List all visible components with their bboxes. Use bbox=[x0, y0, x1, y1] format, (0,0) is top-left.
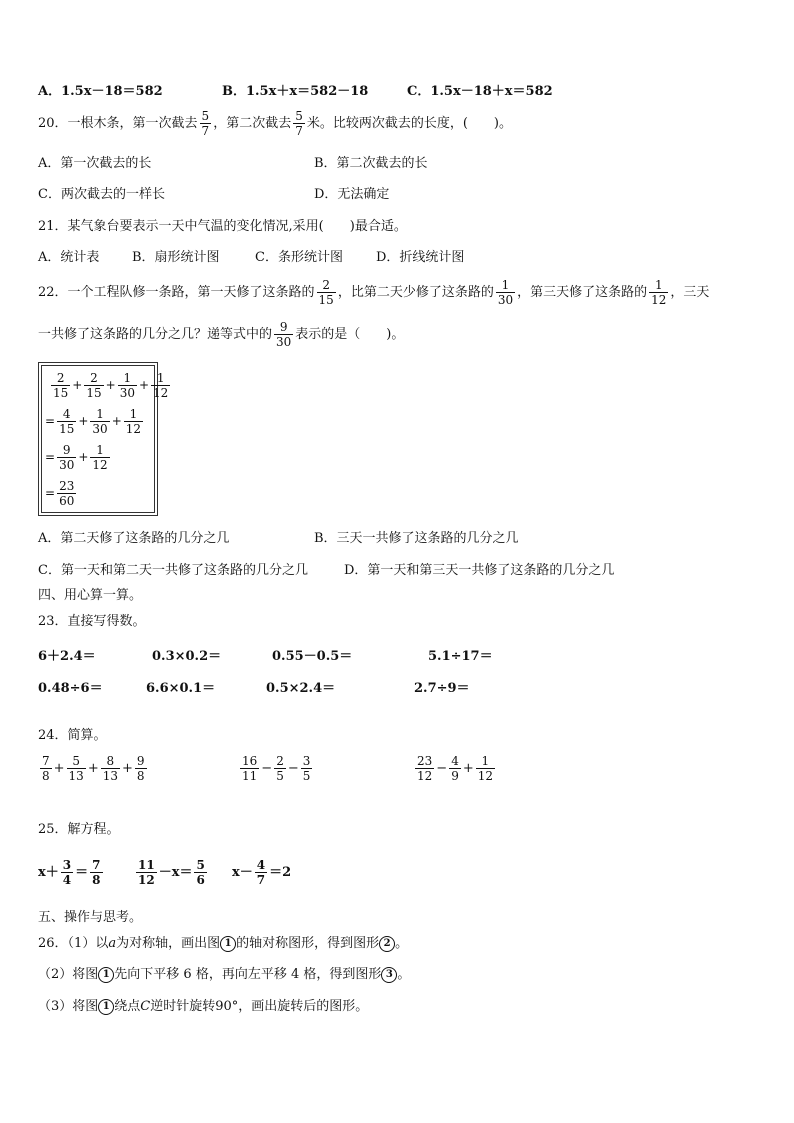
q23-item: 0.48÷6＝ bbox=[38, 681, 103, 696]
q21-option-c: C．条形统计图 bbox=[255, 250, 343, 265]
q26-part-2: （2）将图 1 先向下平移 6 格，再向左平移 4 格，得到图形 3 。 bbox=[38, 967, 411, 982]
fraction: $\frac{2}{15}$ bbox=[318, 278, 334, 307]
q21-option-b: B．扇形统计图 bbox=[132, 250, 220, 265]
q25-equation-3: x－ $\frac{4}{7}$ ＝2 bbox=[232, 858, 292, 887]
q23-item: 6＋2.4＝ bbox=[38, 649, 96, 664]
q22-l2b: 表示的是（ )。 bbox=[295, 327, 405, 342]
q23-title: 23．直接写得数。 bbox=[38, 614, 146, 629]
q23-item: 0.5×2.4＝ bbox=[266, 681, 336, 696]
q20-option-c: C．两次截去的一样长 bbox=[38, 187, 165, 202]
section-5-heading: 五、操作与思考。 bbox=[38, 910, 143, 925]
circled-number-icon: 1 bbox=[98, 999, 114, 1015]
box-row-4: = $\frac{23}{60}$ bbox=[45, 479, 75, 508]
box-row-3: = $\frac{9}{30}$ + $\frac{1}{12}$ bbox=[45, 443, 108, 472]
q20-option-a: A．第一次截去的长 bbox=[38, 156, 152, 171]
q19-option-b: B．1.5x＋x＝582－18 bbox=[222, 84, 369, 99]
q22-option-a: A．第二天修了这条路的几分之几 bbox=[38, 531, 230, 546]
q24-expression-3: $\frac{23}{12}$ − $\frac{4}{9}$ + $\frac{1}{12}$ bbox=[417, 754, 494, 783]
q23-item: 2.7÷9＝ bbox=[414, 681, 470, 696]
q22-p4: ，三天 bbox=[670, 285, 710, 300]
q22-p1: 22．一个工程队修一条路，第一天修了这条路的 bbox=[38, 285, 315, 300]
q24-expression-1: $\frac{7}{8}$ + $\frac{5}{13}$ + $\frac{8}{13}$ + $\frac{9}{8}$ bbox=[42, 754, 145, 783]
section-4-heading: 四、用心算一算。 bbox=[38, 588, 143, 603]
q22-stem-line1 bbox=[38, 278, 709, 307]
q22-p3: ，第三天修了这条路的 bbox=[517, 285, 648, 300]
fraction: $\frac{1}{12}$ bbox=[651, 278, 667, 307]
q25-equation-2: $\frac{11}{12}$ －x＝ $\frac{5}{6}$ bbox=[138, 858, 205, 887]
q20-suffix: 米。比较两次截去的长度，( )。 bbox=[306, 116, 512, 131]
q22-p2: ，比第二天少修了这条路的 bbox=[337, 285, 494, 300]
box-row-1: $\frac{2}{15}$ + $\frac{2}{15}$ + $\frac{1}{30}$ + $\frac{1}{12}$ bbox=[53, 371, 169, 400]
q21-option-d: D．折线统计图 bbox=[376, 250, 465, 265]
q20-option-d: D．无法确定 bbox=[314, 187, 390, 202]
fraction: $\frac{9}{30}$ bbox=[276, 320, 292, 349]
q22-option-c: C．第一天和第二天一共修了这条路的几分之几 bbox=[38, 563, 308, 578]
q24-expression-2: $\frac{16}{11}$ − $\frac{2}{5}$ − $\frac{3}{5}$ bbox=[242, 754, 311, 783]
q21-stem: 21．某气象台要表示一天中气温的变化情况,采用( )最合适。 bbox=[38, 219, 407, 234]
circled-number-icon: 1 bbox=[220, 936, 236, 952]
q22-option-b: B．三天一共修了这条路的几分之几 bbox=[314, 531, 519, 546]
circled-number-icon: 3 bbox=[381, 967, 397, 983]
q23-item: 0.3×0.2＝ bbox=[152, 649, 222, 664]
q23-item: 0.55－0.5＝ bbox=[272, 649, 353, 664]
q26-part-3: （3）将图 1 绕点C逆时针旋转90°，画出旋转后的图形。 bbox=[38, 999, 369, 1014]
q19-option-a: A．1.5x－18＝582 bbox=[38, 84, 163, 99]
q25-title: 25．解方程。 bbox=[38, 822, 120, 837]
q20-mid: ，第二次截去 bbox=[213, 116, 292, 131]
q25-equation-1: x＋ $\frac{3}{4}$ ＝ $\frac{7}{8}$ bbox=[38, 858, 101, 887]
q21-option-a: A．统计表 bbox=[38, 250, 100, 265]
q19-option-c: C．1.5x－18＋x＝582 bbox=[407, 84, 553, 99]
q23-item: 6.6×0.1＝ bbox=[146, 681, 216, 696]
q20-prefix: 20．一根木条，第一次截去 bbox=[38, 116, 198, 131]
fraction: $\frac{1}{30}$ bbox=[497, 278, 514, 307]
q24-title: 24．简算。 bbox=[38, 728, 107, 743]
circled-number-icon: 1 bbox=[98, 967, 114, 983]
fraction: $\frac{5}{7}$ bbox=[295, 109, 303, 138]
q23-item: 5.1÷17＝ bbox=[428, 649, 493, 664]
q20-stem bbox=[38, 109, 512, 138]
q22-option-d: D．第一天和第三天一共修了这条路的几分之几 bbox=[344, 563, 615, 578]
q22-calculation-box bbox=[38, 362, 169, 516]
q22-stem-line2 bbox=[38, 320, 404, 349]
box-row-2: = $\frac{4}{15}$ + $\frac{1}{30}$ + $\frac{1}{12}$ bbox=[45, 407, 142, 436]
circled-number-icon: 2 bbox=[379, 936, 395, 952]
q26-part-1: 26．（1）以a为对称轴，画出图 1 的轴对称图形，得到图形 2 。 bbox=[38, 936, 409, 951]
fraction: $\frac{5}{7}$ bbox=[201, 109, 210, 138]
q20-option-b: B．第二次截去的长 bbox=[314, 156, 428, 171]
q22-l2a: 一共修了这条路的几分之几？递等式中的 bbox=[38, 327, 273, 342]
